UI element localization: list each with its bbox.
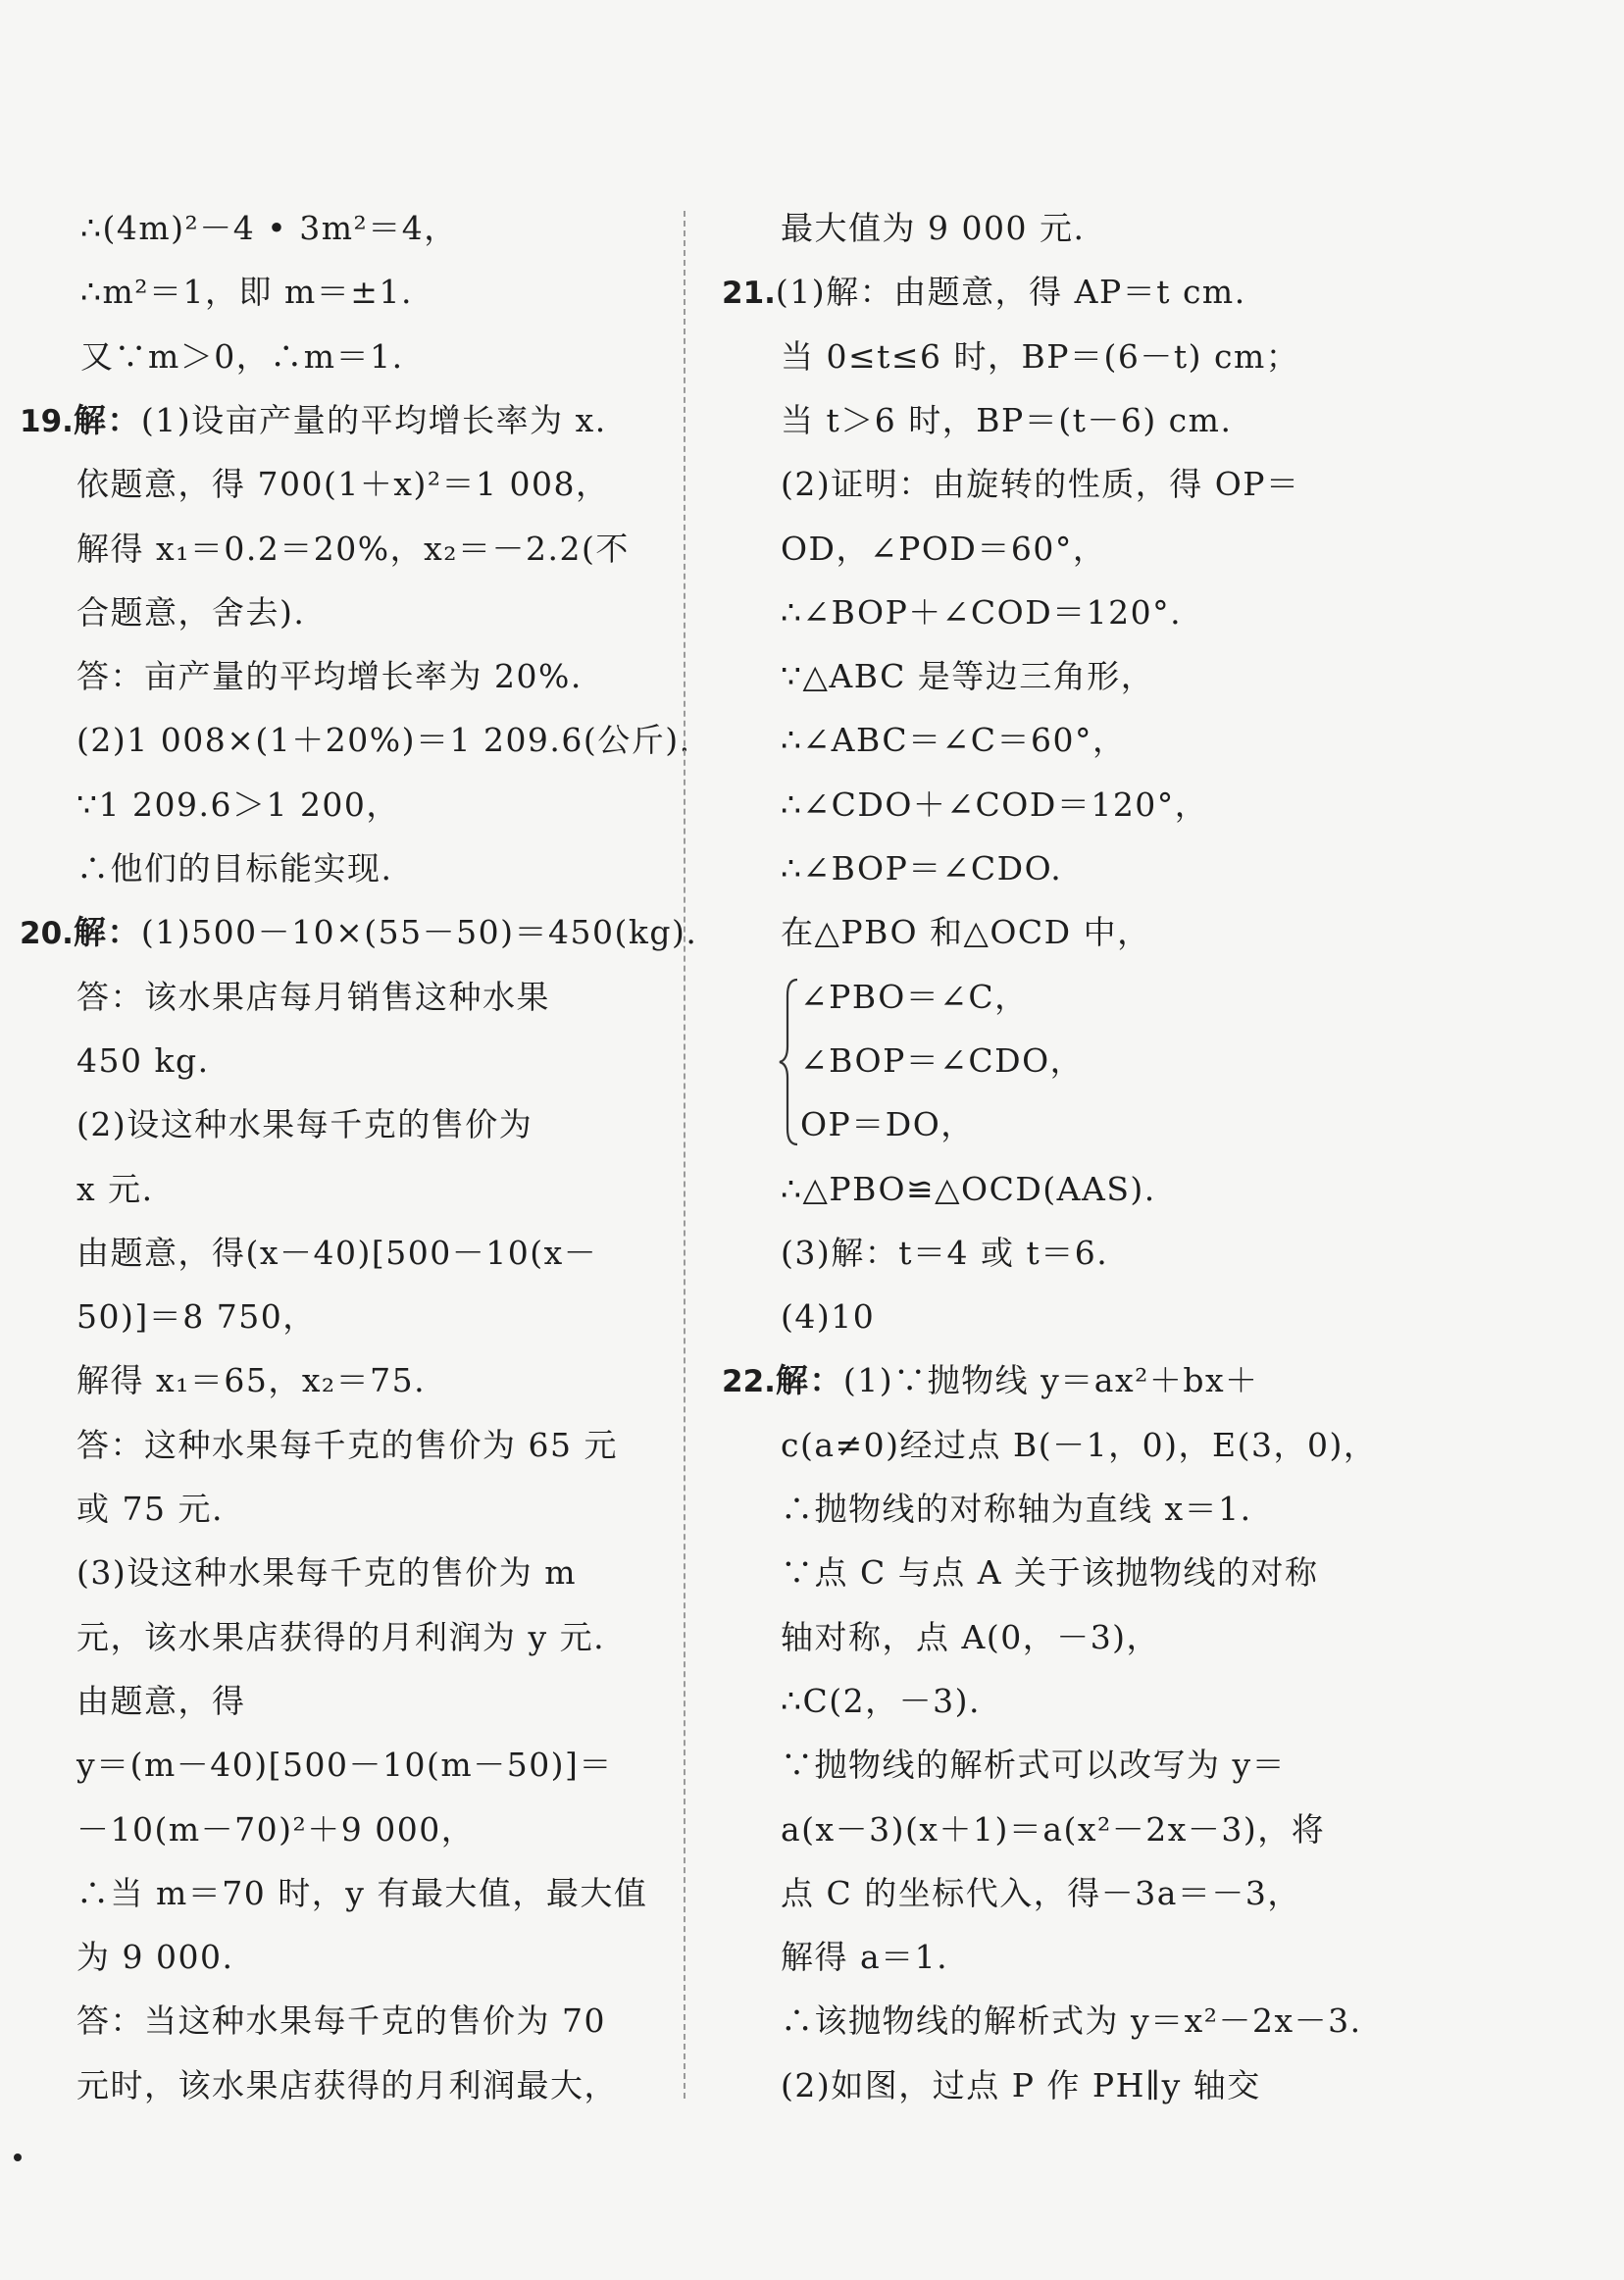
line-text: (2)1 008×(1＋20%)＝1 209.6(公斤).: [76, 721, 691, 760]
line-text: (4)10: [781, 1297, 876, 1337]
question-number: 22.: [722, 1364, 776, 1400]
line-text: 答：当这种水果每千克的售价为 70: [76, 2001, 606, 2041]
line-text: ∴当 m＝70 时，y 有最大值，最大值: [76, 1873, 648, 1912]
text-line: [80, 206, 458, 251]
line-text: 答：该水果店每月销售这种水果: [76, 977, 550, 1016]
text-line: [781, 334, 1299, 380]
system-brace-icon: [778, 976, 799, 1147]
text-line: [76, 1102, 533, 1147]
text-line: [80, 334, 404, 380]
text-line: [722, 270, 1246, 316]
line-text: 又∵m＞0，∴m＝1.: [80, 336, 404, 376]
line-text: ∴∠CDO＋∠COD＝120°，: [781, 785, 1209, 824]
line-text: (1)500－10×(55－50)＝450(kg).: [140, 913, 698, 952]
column-divider: [684, 211, 685, 2099]
text-line: [76, 1358, 426, 1403]
line-text: (2)设这种水果每千克的售价为: [76, 1105, 533, 1144]
line-text: 由题意，得: [76, 1681, 246, 1720]
solution-keyword: 解：: [73, 400, 141, 439]
text-line: [76, 1039, 210, 1084]
line-text: x 元.: [76, 1169, 154, 1208]
text-line: [800, 975, 1029, 1020]
text-line: [76, 975, 550, 1020]
line-text: (1)设亩产量的平均增长率为 x.: [140, 400, 607, 439]
text-line: [76, 590, 305, 635]
text-line: [76, 718, 691, 763]
text-line: [781, 462, 1300, 507]
solution-keyword: 解：: [775, 1361, 843, 1400]
text-line: [781, 1679, 981, 1724]
line-text: 答：亩产量的平均增长率为 20%.: [76, 657, 583, 696]
line-text: ∴该抛物线的解析式为 y＝x²－2x－3.: [781, 2001, 1362, 2041]
text-line: [76, 527, 630, 572]
text-line: [76, 462, 610, 507]
text-line: [781, 783, 1208, 828]
line-text: ∠BOP＝∠CDO，: [800, 1040, 1085, 1080]
text-line: [20, 398, 607, 444]
line-text: 解得 x₁＝65，x₂＝75.: [76, 1361, 427, 1400]
text-line: [76, 1423, 618, 1468]
line-text: (2)证明：由旋转的性质，得 OP＝: [781, 465, 1300, 504]
text-line: [781, 1871, 1301, 1916]
line-text: 当 t＞6 时，BP＝(t－6) cm.: [781, 400, 1233, 439]
line-text: OP＝DO，: [800, 1105, 975, 1144]
line-text: ∴m²＝1，即 m＝±1.: [80, 273, 413, 312]
text-line: [76, 1999, 606, 2044]
text-line: [781, 206, 1085, 251]
line-text: ∴他们的目标能实现.: [76, 849, 393, 887]
text-line: [781, 846, 1062, 891]
text-line: [76, 1743, 613, 1788]
text-line: [76, 846, 393, 891]
line-text: 元时，该水果店获得的月利润最大，: [76, 2065, 618, 2104]
line-text: 合题意，舍去).: [76, 592, 306, 632]
line-text: 答：这种水果每千克的售价为 65 元: [76, 1425, 618, 1464]
line-text: 最大值为 9 000 元.: [781, 209, 1086, 247]
line-text: 依题意，得 700(1＋x)²＝1 008，: [76, 465, 610, 504]
text-line: [781, 1231, 1108, 1276]
line-text: ∵抛物线的解析式可以改写为 y＝: [781, 1746, 1287, 1785]
text-line: [76, 2063, 618, 2108]
line-text: (2)如图，过点 P 作 PH∥y 轴交: [781, 2065, 1261, 2104]
line-text: 解得 a＝1.: [781, 1938, 949, 1977]
line-text: (1)解：由题意，得 AP＝t cm.: [775, 273, 1246, 312]
line-text: ∵△ABC 是等边三角形，: [781, 657, 1155, 696]
text-line: [781, 527, 1106, 572]
line-text: ∴∠BOP＋∠COD＝120°.: [781, 592, 1183, 632]
text-line: [781, 1294, 875, 1340]
text-line: [781, 718, 1126, 763]
line-text: 点 C 的坐标代入，得－3a＝－3，: [781, 1873, 1301, 1912]
line-text: ∴△PBO≌△OCD(AAS).: [781, 1169, 1156, 1208]
line-text: ∴(4m)²－4 • 3m²＝4，: [80, 209, 458, 247]
text-line: [80, 270, 413, 315]
line-text: 50)]＝8 750，: [76, 1297, 317, 1337]
line-text: －10(m－70)²＋9 000，: [76, 1809, 476, 1849]
text-line: [76, 1807, 475, 1852]
text-line: [20, 910, 697, 956]
text-line: [781, 1423, 1377, 1468]
text-line: [76, 1615, 605, 1660]
text-line: [781, 1615, 1160, 1660]
text-line: [781, 1487, 1252, 1532]
text-line: [76, 1871, 647, 1916]
line-text: (3)设这种水果每千克的售价为 m: [76, 1553, 578, 1593]
text-line: [76, 1167, 154, 1212]
text-line: [800, 1102, 975, 1147]
solution-keyword: 解：: [73, 913, 141, 952]
line-text: ∴∠BOP＝∠CDO.: [781, 849, 1063, 887]
text-line: [781, 1550, 1319, 1596]
line-text: 由题意，得(x－40)[500－10(x－: [76, 1233, 598, 1272]
text-line: [76, 783, 400, 828]
line-text: 或 75 元.: [76, 1490, 224, 1528]
line-text: 解得 x₁＝0.2＝20%，x₂＝－2.2(不: [76, 529, 630, 568]
line-text: ∴抛物线的对称轴为直线 x＝1.: [781, 1490, 1252, 1528]
line-text: y＝(m－40)[500－10(m－50)]＝: [76, 1746, 613, 1785]
line-text: 元，该水果店获得的月利润为 y 元.: [76, 1617, 606, 1656]
text-line: [76, 654, 583, 699]
line-text: (1)∵抛物线 y＝ax²＋bx＋: [842, 1361, 1259, 1400]
line-text: 在△PBO 和△OCD 中，: [781, 913, 1151, 952]
line-text: 轴对称，点 A(0，－3)，: [781, 1617, 1161, 1656]
text-line: [781, 1807, 1325, 1852]
line-text: 450 kg.: [76, 1040, 210, 1080]
line-text: 当 0≤t≤6 时，BP＝(6－t) cm；: [781, 336, 1300, 376]
line-text: ∴∠ABC＝∠C＝60°，: [781, 721, 1127, 760]
line-text: OD，∠POD＝60°，: [781, 529, 1107, 568]
line-text: (3)解：t＝4 或 t＝6.: [781, 1233, 1109, 1272]
line-text: ∵点 C 与点 A 关于该抛物线的对称: [781, 1553, 1319, 1593]
text-line: [781, 1167, 1156, 1212]
text-line: [781, 1935, 948, 1980]
line-text: c(a≠0)经过点 B(－1，0)，E(3，0)，: [781, 1425, 1378, 1464]
text-line: [722, 1358, 1259, 1404]
question-number: 19.: [20, 403, 74, 439]
text-line: [781, 398, 1232, 443]
text-line: [781, 2063, 1261, 2108]
text-line: [781, 1999, 1362, 2044]
text-line: [76, 1935, 233, 1980]
line-text: ∵1 209.6＞1 200，: [76, 785, 400, 824]
question-number: 20.: [20, 916, 74, 952]
line-text: ∴C(2，－3).: [781, 1681, 981, 1720]
text-line: [76, 1231, 597, 1276]
text-line: [76, 1679, 246, 1724]
text-line: [781, 654, 1154, 699]
line-text: a(x－3)(x＋1)＝a(x²－2x－3)，将: [781, 1809, 1326, 1849]
text-line: [781, 590, 1182, 635]
line-text: ∠PBO＝∠C，: [800, 977, 1029, 1016]
text-line: [781, 1743, 1286, 1788]
margin-dot: [14, 2153, 22, 2161]
text-line: [76, 1294, 317, 1340]
text-line: [781, 910, 1151, 955]
text-line: [800, 1039, 1084, 1084]
text-line: [76, 1487, 224, 1532]
text-line: [76, 1550, 577, 1596]
question-number: 21.: [722, 276, 776, 312]
line-text: 为 9 000.: [76, 1938, 234, 1977]
